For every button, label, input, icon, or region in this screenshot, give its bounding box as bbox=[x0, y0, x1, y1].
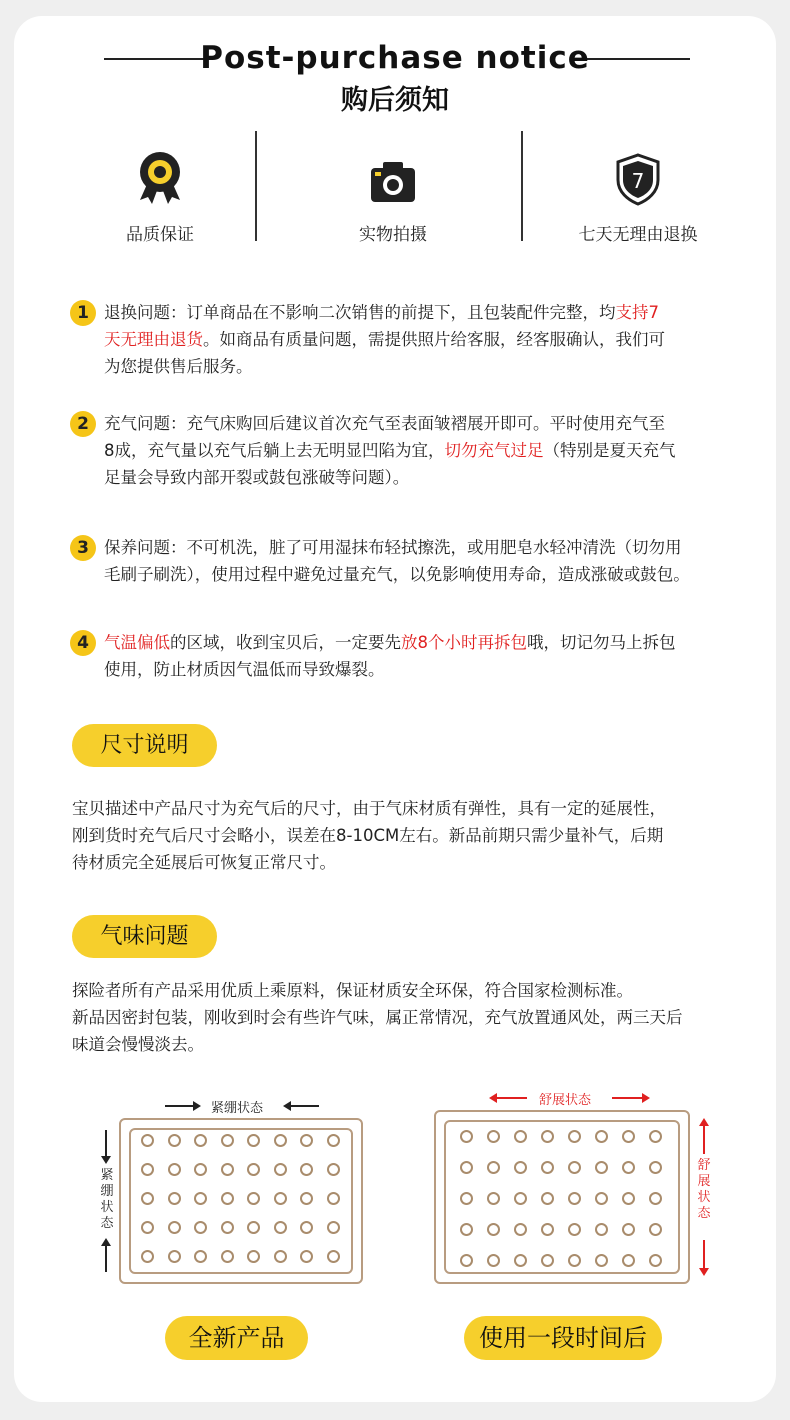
page-title-cn: 购后须知 bbox=[341, 85, 449, 116]
air-cell-dot bbox=[595, 1192, 608, 1205]
air-cell-dot bbox=[622, 1254, 635, 1267]
air-cell-dot bbox=[327, 1221, 340, 1234]
air-cell-dot bbox=[300, 1250, 313, 1263]
arrow-up-red-icon bbox=[698, 1118, 710, 1154]
relaxed-state-side-label: 舒 展 状 态 bbox=[697, 1158, 711, 1221]
air-cell-dot bbox=[541, 1161, 554, 1174]
air-cell-dot bbox=[141, 1163, 154, 1176]
air-cell-dot bbox=[327, 1134, 340, 1147]
air-cell-dot bbox=[460, 1130, 473, 1143]
air-cell-dot bbox=[568, 1192, 581, 1205]
air-cell-dot bbox=[541, 1223, 554, 1236]
air-cell-dot bbox=[460, 1161, 473, 1174]
feature-real-photo bbox=[303, 150, 483, 245]
air-cell-dot bbox=[460, 1223, 473, 1236]
air-cell-dot bbox=[168, 1134, 181, 1147]
air-cell-dot bbox=[487, 1254, 500, 1267]
mattress-used-diagram bbox=[434, 1110, 690, 1284]
shield-seven-icon bbox=[548, 150, 728, 206]
air-cell-dot bbox=[460, 1192, 473, 1205]
air-cell-dot bbox=[595, 1254, 608, 1267]
air-cell-dot bbox=[247, 1163, 260, 1176]
air-cell-dot bbox=[514, 1192, 527, 1205]
air-cell-dot bbox=[649, 1161, 662, 1174]
notice-number: 4 bbox=[70, 630, 96, 656]
air-cell-dot bbox=[622, 1192, 635, 1205]
arrow-right-icon bbox=[165, 1100, 201, 1112]
air-cell-dot bbox=[622, 1130, 635, 1143]
air-cell-dot bbox=[247, 1250, 260, 1263]
feature-quality bbox=[70, 150, 250, 245]
air-cell-dot bbox=[541, 1254, 554, 1267]
divider bbox=[521, 131, 523, 241]
air-cell-dot bbox=[541, 1130, 554, 1143]
air-cell-dot bbox=[194, 1250, 207, 1263]
notice-inflation: 充气问题：充气床购回后建议首次充气至表面皱褶展开即可。平时使用充气至 8成，充气量以充气后躺上去无明显凹陷为宜，切勿充气过足（特别是夏天充气 足量会导致内部开裂或鼓包涨破等问题）。 bbox=[104, 414, 676, 487]
tight-state-side-label: 紧 绷 状 态 bbox=[100, 1168, 114, 1231]
feature-label: 七天无理由退换 bbox=[578, 225, 698, 245]
arrow-down-red-icon bbox=[698, 1240, 710, 1276]
air-cell-dot bbox=[649, 1254, 662, 1267]
air-cell-dot bbox=[487, 1223, 500, 1236]
air-cell-dot bbox=[460, 1254, 473, 1267]
arrow-right-red-icon bbox=[612, 1092, 650, 1104]
air-cell-dot bbox=[568, 1223, 581, 1236]
air-cell-dot bbox=[300, 1221, 313, 1234]
notice-number: 2 bbox=[70, 411, 96, 437]
air-cell-dot bbox=[221, 1221, 234, 1234]
air-cell-dot bbox=[541, 1192, 554, 1205]
air-cell-dot bbox=[168, 1250, 181, 1263]
air-cell-dot bbox=[141, 1221, 154, 1234]
divider bbox=[255, 131, 257, 241]
air-cell-dot bbox=[247, 1221, 260, 1234]
size-section-text: 宝贝描述中产品尺寸为充气后的尺寸，由于气床材质有弹性，具有一定的延展性， 刚到货时充气后尺寸会略小，误差在8-10CM左右。新品前期只需少量补气，后期 待材质完全延展后可恢复正常尺寸。 bbox=[72, 799, 666, 872]
after-use-caption: 使用一段时间后 bbox=[464, 1316, 662, 1360]
air-cell-dot bbox=[514, 1161, 527, 1174]
new-product-caption: 全新产品 bbox=[165, 1316, 308, 1360]
air-cell-dot bbox=[595, 1161, 608, 1174]
air-cell-dot bbox=[595, 1223, 608, 1236]
air-cell-dot bbox=[300, 1192, 313, 1205]
air-cell-dot bbox=[514, 1254, 527, 1267]
air-cell-dot bbox=[221, 1163, 234, 1176]
feature-label: 品质保证 bbox=[126, 225, 194, 245]
air-cell-dot bbox=[274, 1221, 287, 1234]
notice-number: 1 bbox=[70, 300, 96, 326]
air-cell-dot bbox=[194, 1163, 207, 1176]
camera-icon bbox=[303, 150, 483, 206]
notice-low-temperature: 气温偏低的区域，收到宝贝后，一定要先放8个小时再拆包哦，切记勿马上拆包 使用，防止材质因气温低而导致爆裂。 bbox=[104, 633, 676, 679]
air-cell-dot bbox=[300, 1134, 313, 1147]
air-cell-dot bbox=[649, 1192, 662, 1205]
air-cell-dot bbox=[487, 1130, 500, 1143]
feature-label: 实物拍摄 bbox=[359, 225, 427, 245]
relaxed-state-top-label: 舒展状态 bbox=[539, 1093, 592, 1108]
medal-icon bbox=[70, 150, 250, 206]
notice-number: 3 bbox=[70, 535, 96, 561]
air-cell-dot bbox=[568, 1254, 581, 1267]
air-cell-dot bbox=[194, 1221, 207, 1234]
odor-section-text: 探险者所有产品采用优质上乘原料，保证材质安全环保，符合国家检测标准。 新品因密封包装，刚收到时会有些许气味，属正常情况，充气放置通风处，两三天后 味道会慢慢淡去。 bbox=[72, 981, 683, 1054]
notice-maintenance: 保养问题：不可机洗，脏了可用湿抹布轻拭擦洗，或用肥皂水轻冲清洗（切勿用 毛刷子刷洗），使用过程中避免过量充气，以免影响使用寿命，造成涨破或鼓包。 bbox=[104, 538, 690, 584]
air-cell-dot bbox=[595, 1130, 608, 1143]
mattress-new-diagram bbox=[119, 1118, 363, 1284]
air-cell-dot bbox=[327, 1163, 340, 1176]
air-cell-dot bbox=[141, 1250, 154, 1263]
air-cell-dot bbox=[487, 1161, 500, 1174]
air-cell-dot bbox=[221, 1192, 234, 1205]
air-cell-dot bbox=[194, 1134, 207, 1147]
air-cell-dot bbox=[274, 1250, 287, 1263]
tight-state-top-label: 紧绷状态 bbox=[211, 1101, 264, 1116]
air-cell-dot bbox=[568, 1161, 581, 1174]
air-cell-dot bbox=[514, 1130, 527, 1143]
arrow-down-icon bbox=[100, 1130, 112, 1164]
air-cell-dot bbox=[247, 1134, 260, 1147]
arrow-left-icon bbox=[283, 1100, 319, 1112]
odor-section-title: 气味问题 bbox=[72, 915, 217, 958]
air-cell-dot bbox=[568, 1130, 581, 1143]
air-cell-dot bbox=[194, 1192, 207, 1205]
svg-text:7: 7 bbox=[631, 169, 645, 193]
air-cell-dot bbox=[247, 1192, 260, 1205]
mattress-inner-border bbox=[444, 1120, 680, 1274]
size-section-title: 尺寸说明 bbox=[72, 724, 217, 767]
notice-return: 退换问题：订单商品在不影响二次销售的前提下，且包装配件完整，均支持7 天无理由退货。如商品有质量问题，需提供照片给客服，经客服确认，我们可 为您提供售后服务。 bbox=[104, 303, 665, 376]
air-cell-dot bbox=[622, 1223, 635, 1236]
air-cell-dot bbox=[168, 1192, 181, 1205]
air-cell-dot bbox=[487, 1192, 500, 1205]
feature-seven-day-return bbox=[548, 150, 728, 245]
air-cell-dot bbox=[300, 1163, 313, 1176]
arrow-left-red-icon bbox=[489, 1092, 527, 1104]
mattress-inner-border bbox=[129, 1128, 353, 1274]
air-cell-dot bbox=[141, 1192, 154, 1205]
air-cell-dot bbox=[514, 1223, 527, 1236]
air-cell-dot bbox=[141, 1134, 154, 1147]
air-cell-dot bbox=[274, 1192, 287, 1205]
air-cell-dot bbox=[649, 1223, 662, 1236]
air-cell-dot bbox=[274, 1134, 287, 1147]
page-title-en: Post-purchase notice bbox=[200, 40, 590, 76]
air-cell-dot bbox=[221, 1250, 234, 1263]
air-cell-dot bbox=[622, 1161, 635, 1174]
air-cell-dot bbox=[168, 1221, 181, 1234]
air-cell-dot bbox=[649, 1130, 662, 1143]
air-cell-dot bbox=[221, 1134, 234, 1147]
air-cell-dot bbox=[327, 1192, 340, 1205]
air-cell-dot bbox=[327, 1250, 340, 1263]
air-cell-dot bbox=[168, 1163, 181, 1176]
arrow-up-icon bbox=[100, 1238, 112, 1272]
air-cell-dot bbox=[274, 1163, 287, 1176]
